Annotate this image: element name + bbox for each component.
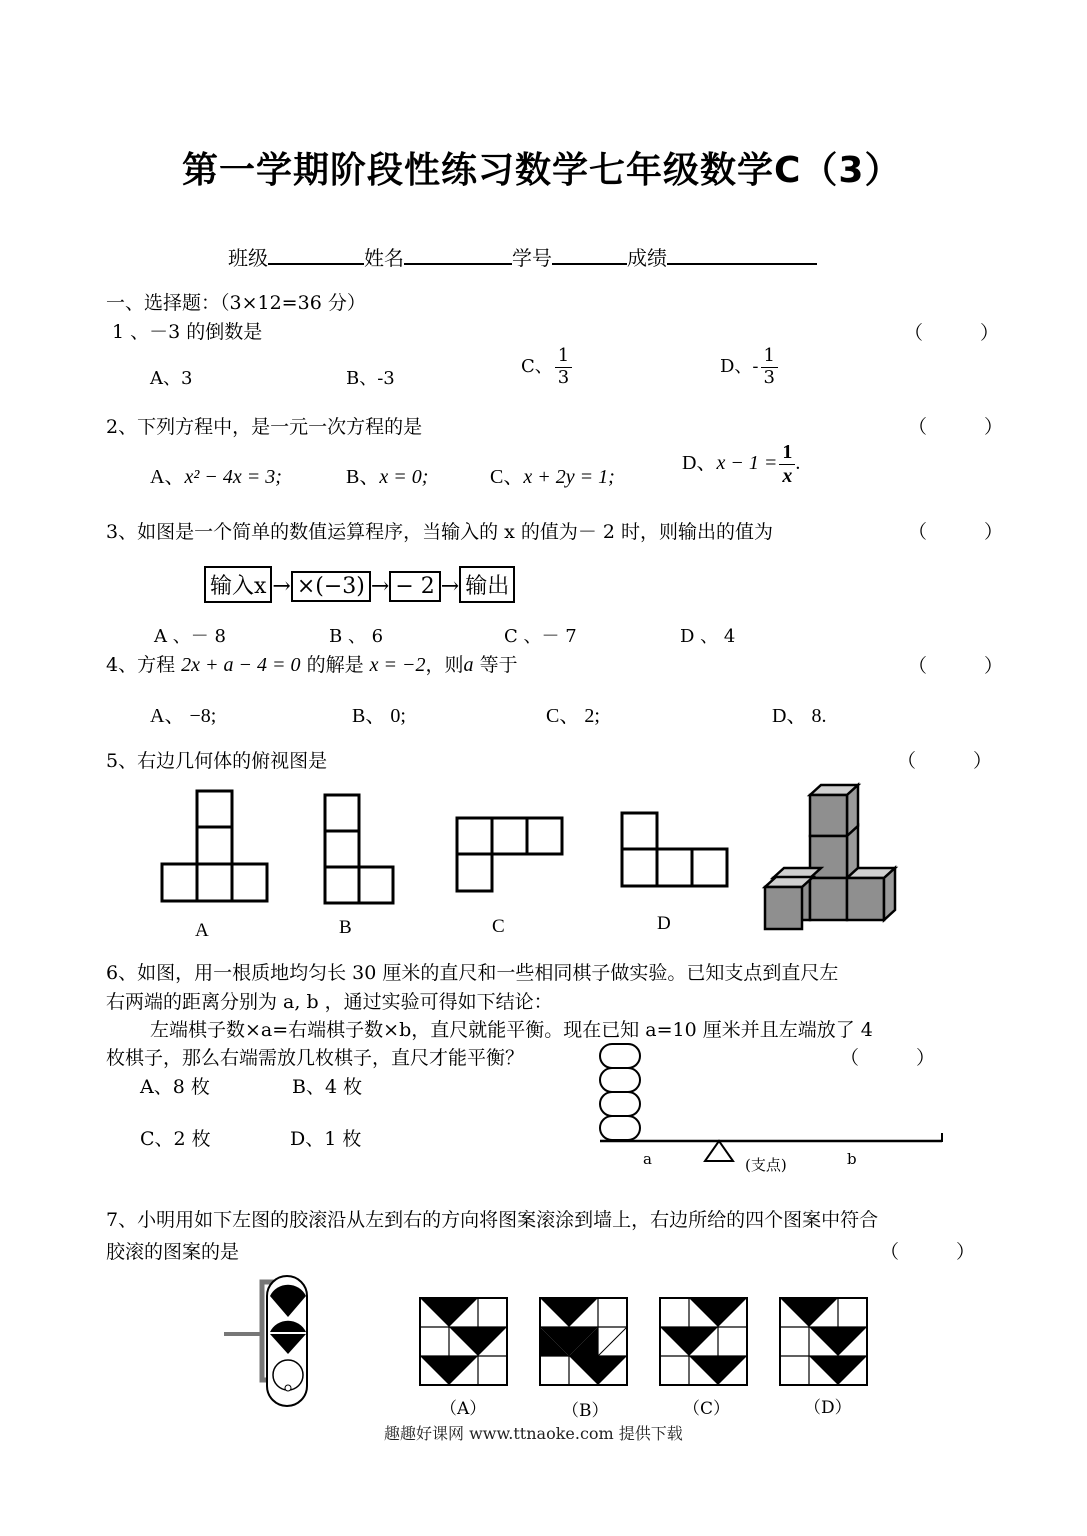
name-blank[interactable] <box>404 245 512 265</box>
q5-stem: 5、右边几何体的俯视图是 <box>106 750 328 772</box>
score-blank[interactable] <box>667 245 817 265</box>
q3-option-d[interactable]: D 、 4 <box>680 626 736 647</box>
q6-fig-label-a: a <box>643 1150 652 1168</box>
q3-option-b[interactable]: B 、 6 <box>329 626 384 647</box>
q5-label-c: C <box>492 916 505 937</box>
score-label: 成绩 <box>627 246 667 270</box>
q2-option-c[interactable]: C、x + 2y = 1; <box>490 466 615 488</box>
q3-answer-paren[interactable]: （ ） <box>908 521 1004 543</box>
q5-option-b-view <box>325 795 393 903</box>
q7-pattern-c <box>660 1298 747 1385</box>
class-label: 班级 <box>228 246 268 270</box>
fulcrum-triangle <box>705 1141 733 1161</box>
q5-label-a: A <box>195 920 209 941</box>
q1-d-fraction: $\frac{1}{3}$ <box>761 346 778 388</box>
q6-line2: 右两端的距离分别为 a, b ，通过实验可得如下结论： <box>106 991 553 1013</box>
id-label: 学号 <box>512 246 552 270</box>
footer-source: 趣趣好课网 www.ttnaoke.com 提供下载 <box>384 1424 683 1443</box>
q6-line1: 6、如图，用一根质地均匀长 30 厘米的直尺和一些相同棋子做实验。已知支点到直尺左 <box>106 962 839 984</box>
q6-line4: 枚棋子，那么右端需放几枚棋子，直尺才能平衡？ <box>106 1047 525 1069</box>
q7-label-d: （D） <box>804 1398 852 1418</box>
q5-label-d: D <box>657 913 671 934</box>
q2-answer-paren[interactable]: （ ） <box>908 416 1004 438</box>
q7-pattern-d <box>780 1298 867 1385</box>
q5-option-a-view <box>162 791 267 901</box>
flow-multiply-box: ×(−3) <box>291 571 371 602</box>
q7-pattern-b <box>540 1298 627 1385</box>
name-label: 姓名 <box>364 246 404 270</box>
q3-flowchart <box>204 566 515 603</box>
flow-arrow: → <box>272 574 291 599</box>
q5-label-b: B <box>339 917 352 938</box>
q7-paint-roller <box>222 1272 322 1412</box>
q7-label-c: （C） <box>683 1399 731 1419</box>
q5-solid-figure <box>765 785 895 929</box>
q4-option-b[interactable]: B、 0; <box>352 705 406 727</box>
q7-label-b: （B） <box>562 1401 609 1421</box>
q6-option-a[interactable]: A、8 枚 <box>140 1076 210 1098</box>
q1-option-a[interactable]: A、3 <box>150 368 193 389</box>
q4-answer-paren[interactable]: （ ） <box>908 655 1004 677</box>
q4-option-a[interactable]: A、 −8; <box>150 705 217 727</box>
class-blank[interactable] <box>268 245 364 265</box>
q3-option-c[interactable]: C 、－ 7 <box>504 626 577 647</box>
q1-option-d[interactable]: D、- $\frac{1}{3}$ <box>720 346 778 388</box>
q6-line3: 左端棋子数×a=右端棋子数×b，直尺就能平衡。现在已知 a=10 厘米并且左端放了 4 <box>150 1019 873 1041</box>
q2-stem: 2、下列方程中，是一元一次方程的是 <box>106 416 423 438</box>
chess-piece <box>600 1092 640 1116</box>
q4-option-d[interactable]: D、 8. <box>772 705 827 727</box>
q5-option-c-view <box>457 818 562 891</box>
q7-pattern-options <box>418 1296 868 1390</box>
q2-option-b[interactable]: B、x = 0; <box>346 466 429 488</box>
q4-option-c[interactable]: C、 2; <box>546 705 600 727</box>
q6-option-b[interactable]: B、4 枚 <box>292 1076 363 1098</box>
chess-piece <box>600 1068 640 1092</box>
q7-label-a: （A） <box>440 1399 487 1419</box>
q1-option-c[interactable]: C、 $\frac{1}{3}$ <box>521 346 572 388</box>
q3-option-a[interactable]: A 、－ 8 <box>154 626 226 647</box>
flow-arrow: → <box>440 574 460 599</box>
q2-d-fraction: $\frac{1}{x}$ <box>779 441 795 488</box>
chess-piece <box>600 1044 640 1068</box>
q6-option-d[interactable]: D、1 枚 <box>290 1128 362 1150</box>
q7-line1: 7、小明用如下左图的胶滚沿从左到右的方向将图案滚涂到墙上，右边所给的四个图案中符合 <box>106 1209 879 1231</box>
q6-answer-paren[interactable]: （ ） <box>840 1047 936 1069</box>
q5-answer-paren[interactable]: （ ） <box>897 750 993 772</box>
flow-arrow: → <box>370 574 390 599</box>
q3-stem: 3、如图是一个简单的数值运算程序，当输入的 x 的值为－ 2 时，则输出的值为 <box>106 521 774 543</box>
chess-piece <box>600 1116 640 1140</box>
q1-stem: 1 、－3 的倒数是 <box>112 321 263 343</box>
student-info-line <box>228 242 817 271</box>
q1-option-b[interactable]: B、-3 <box>346 368 395 389</box>
page-title: 第一学期阶段性练习数学七年级数学C（3） <box>182 150 902 191</box>
flow-output-box: 输出 <box>459 566 515 603</box>
q1-c-fraction: $\frac{1}{3}$ <box>555 346 572 388</box>
id-blank[interactable] <box>552 245 627 265</box>
q6-fig-label-fulcrum: (支点) <box>745 1156 787 1174</box>
q7-pattern-a <box>420 1298 507 1385</box>
q6-option-c[interactable]: C、2 枚 <box>140 1128 211 1150</box>
q6-fig-label-b: b <box>847 1150 857 1168</box>
section-heading: 一、选择题：（3×12=36 分） <box>106 292 366 314</box>
q7-line2: 胶滚的图案的是 <box>106 1241 240 1263</box>
q5-option-d-view <box>622 813 727 886</box>
q5-views-figure <box>150 780 910 945</box>
q2-option-a[interactable]: A、x² − 4x = 3; <box>150 466 282 488</box>
q6-balance-figure <box>595 1040 950 1165</box>
flow-input-box: 输入x <box>204 566 272 603</box>
q1-answer-paren[interactable]: （ ） <box>904 322 1000 344</box>
flow-subtract-box: − 2 <box>389 571 440 602</box>
q7-answer-paren[interactable]: （ ） <box>880 1241 976 1263</box>
q4-stem: 4、方程 2x + a − 4 = 0 的解是 x = −2，则a 等于 <box>106 654 518 676</box>
q2-option-d[interactable]: D、x − 1 = $\frac{1}{x}$ . <box>682 441 801 487</box>
